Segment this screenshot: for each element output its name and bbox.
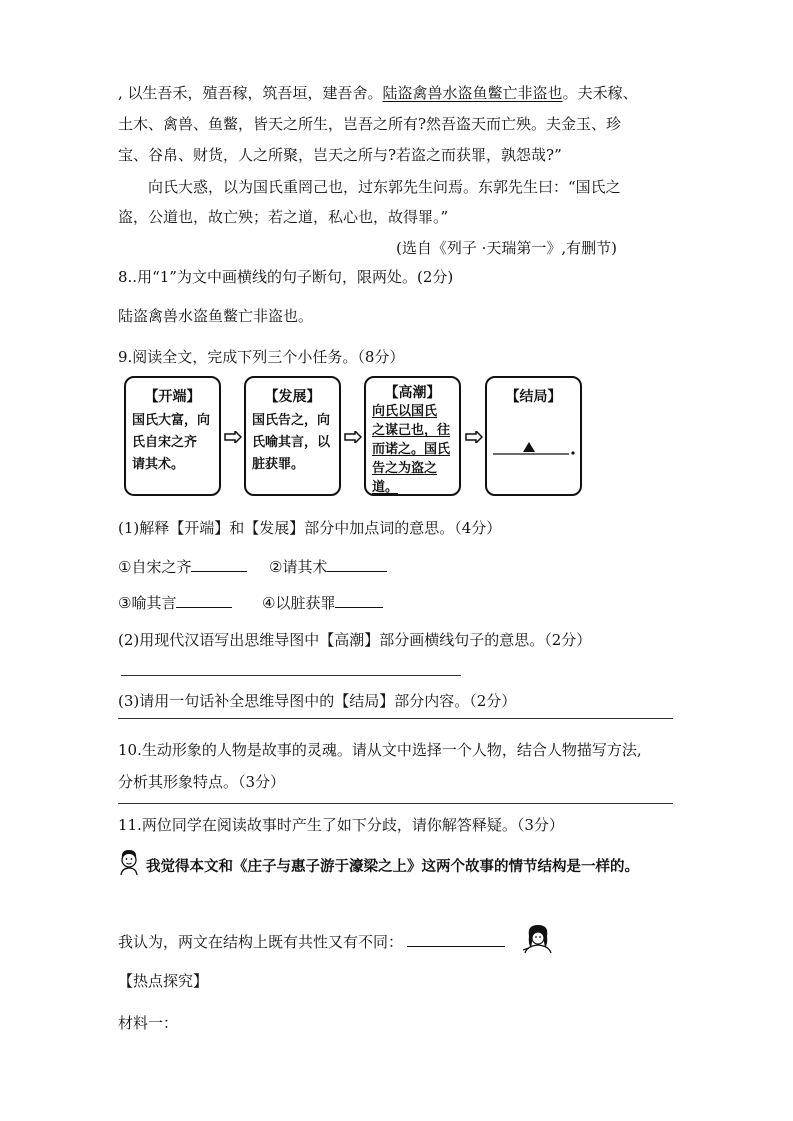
item-4: ④以脏获罪 — [262, 594, 336, 612]
question-9-sub2: (2)用现代汉语写出思维导图中【高潮】部分画横线句子的意思。（2分） — [118, 631, 592, 649]
answer-line[interactable] — [121, 675, 461, 676]
question-11: 11.两位同学在阅读故事时产生了如下分歧，请你解答释疑。（3分） — [118, 816, 564, 834]
mindmap-box-climax: 【高潮】 向氏以国氏 之谋己也，往 而诺之。国氏 告之为盗之 道。 — [364, 376, 461, 496]
question-10-line-2: 分析其形象特点。（3分） — [118, 773, 286, 791]
passage-line-1: , 以生吾禾，殖吾稼，筑吾垣，建吾舍。陆盗禽兽水盗鱼鳖亡非盗也。夫禾稼、 — [118, 84, 638, 102]
question-9: 9.阅读全文，完成下列三个小任务。（8分） — [118, 348, 405, 366]
passage-line-5: 盗，公道也，故亡殃；若之道，私心也，故得罪。” — [118, 208, 449, 226]
material-label: 材料一： — [118, 1014, 179, 1032]
passage-line-4: 向氏大惑，以为国氏重罔己也，过东郭先生问焉。东郭先生曰：“国氏之 — [118, 178, 621, 196]
answer-blank[interactable] — [176, 593, 232, 608]
blank-with-triangle-icon — [487, 418, 580, 478]
student-1-speech: 我觉得本文和《庄子与惠子游于濠梁之上》这两个故事的情节结构是一样的。 — [146, 858, 639, 875]
item-1: ①自宋之齐 — [118, 558, 192, 576]
answer-items-row-2 — [118, 593, 383, 613]
passage-line-2: 土木、禽兽、鱼鳖，皆天之所生，岂吾之所有?然吾盗天而亡殃。夫金玉、珍 — [118, 115, 622, 133]
source-citation: (选自《列子 ·天瑞第一》,有删节) — [396, 239, 618, 257]
answer-items-row-1 — [118, 557, 387, 577]
section-title: 【热点探究】 — [118, 972, 209, 990]
answer-line[interactable] — [118, 803, 673, 804]
answer-blank[interactable] — [191, 557, 247, 572]
answer-blank[interactable] — [335, 593, 383, 608]
question-9-sub3: (3)请用一句话补全思维导图中的【结局】部分内容。（2分） — [118, 692, 517, 710]
answer-blank[interactable] — [327, 557, 387, 572]
underlined-sentence: 陆盗禽兽水盗鱼鳖亡非盗也 — [382, 84, 563, 102]
question-8-sentence: 陆盗禽兽水盗鱼鳖亡非盗也。 — [118, 307, 314, 325]
student-avatar-icon — [521, 924, 555, 954]
item-3: ③喻其言 — [118, 594, 177, 612]
answer-line[interactable] — [118, 718, 673, 719]
question-8: 8..用“1”为文中画横线的句子断句，限两处。(2分) — [118, 268, 454, 286]
arrow-icon — [224, 431, 242, 443]
mindmap-box-ending: 【结局】 — [485, 376, 582, 496]
passage-line-3: 宝、谷帛、财货，人之所聚，岂天之所与?若盗之而获罪，孰怨哉?” — [118, 146, 562, 164]
item-2: ②请其术 — [269, 558, 328, 576]
answer-blank[interactable] — [407, 932, 505, 947]
question-10-line-1: 10.生动形象的人物是故事的灵魂。请从文中选择一个人物，结合人物描写方法, — [118, 741, 642, 759]
mindmap-box-development: 【发展】 国氏告之，向 氏喻其言，以 脏获罪。 — [244, 376, 341, 496]
question-9-sub1: (1)解释【开端】和【发展】部分中加点词的意思。（4分） — [118, 519, 502, 537]
arrow-icon — [344, 431, 362, 443]
student-avatar-icon — [117, 848, 141, 876]
mindmap-box-start: 【开端】 国氏大富，向 氏自宋之齐 请其术。 — [124, 376, 221, 496]
student-2-speech: 我认为，两文在结构上既有共性又有不同： — [118, 932, 505, 952]
arrow-icon — [465, 431, 483, 443]
